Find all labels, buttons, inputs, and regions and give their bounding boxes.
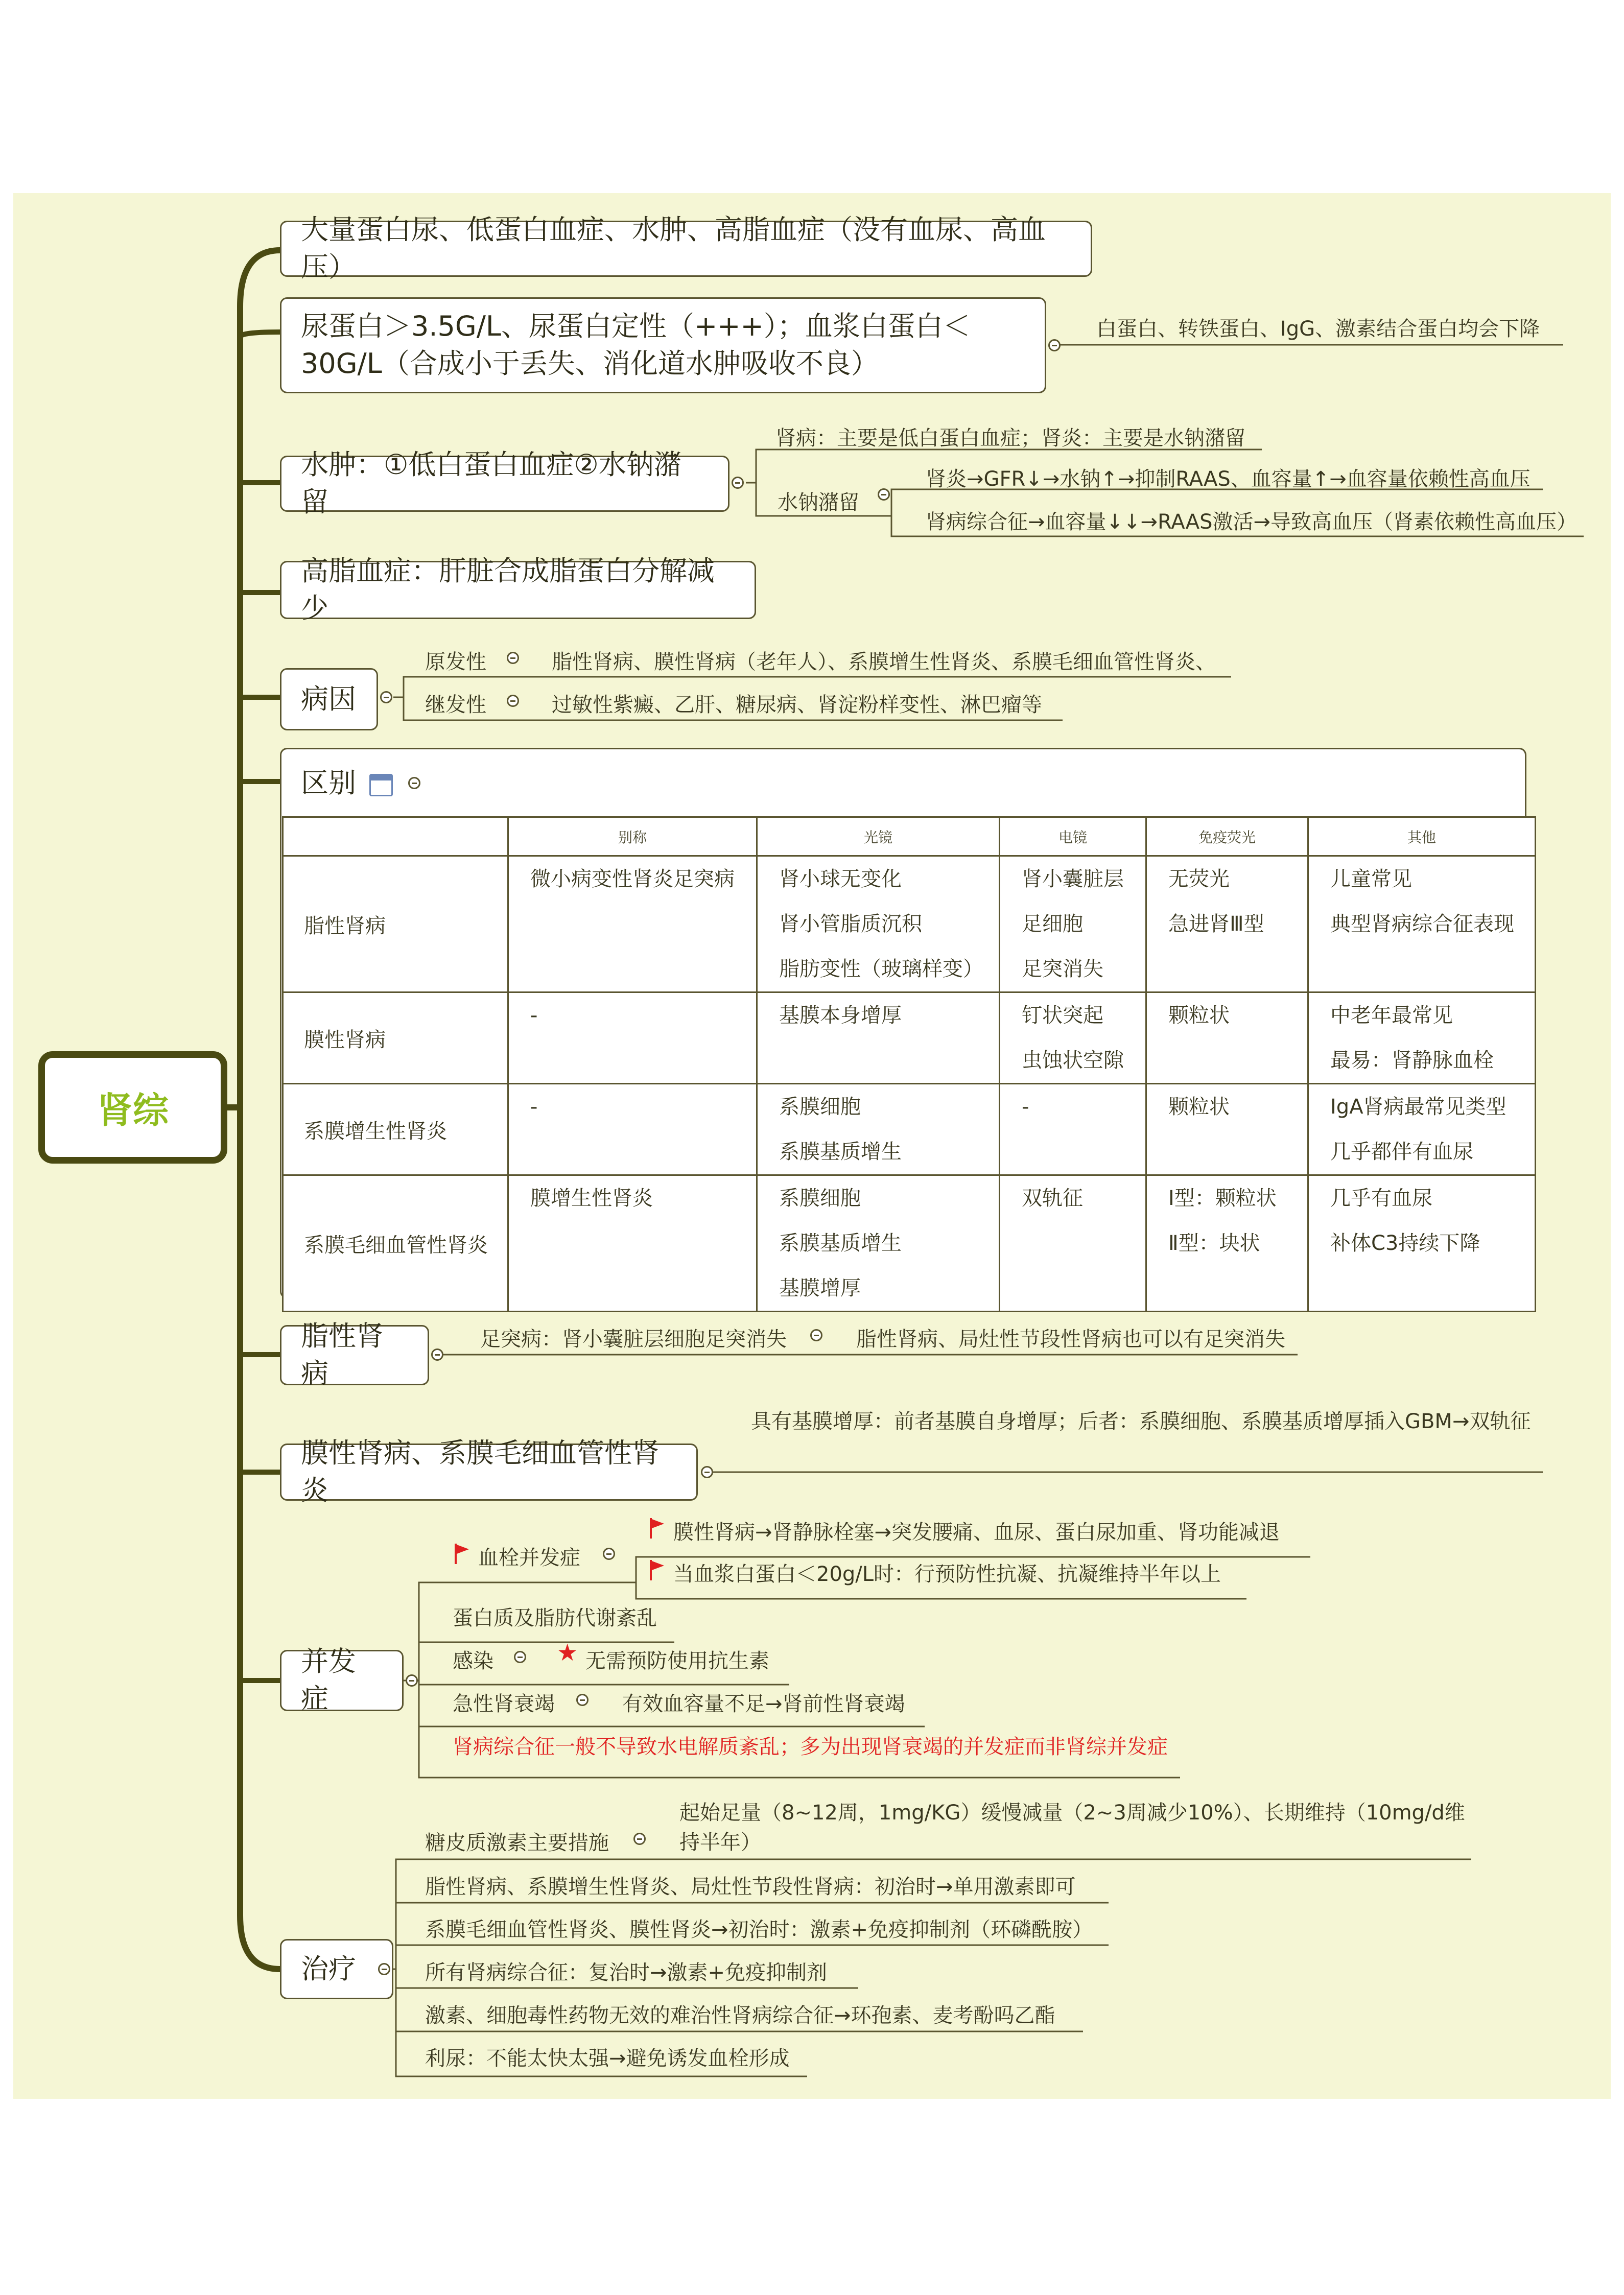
treatment-item[interactable]: 系膜毛细血管性肾炎、膜性肾炎→初治时：激素+免疫抑制剂（环磷酰胺）	[425, 1918, 1093, 1942]
treatment-item[interactable]: 所有肾病综合征：复治时→激素+免疫抑制剂	[425, 1961, 828, 1984]
foot-process-extra[interactable]: 脂性肾病、局灶性节段性肾病也可以有足突消失	[856, 1328, 1285, 1351]
table-cell: 中老年最常见 最易：肾静脉血栓	[1308, 992, 1536, 1084]
table-cell: 系膜细胞 系膜基质增生	[757, 1084, 1000, 1175]
collapse-toggle-icon[interactable]	[507, 652, 519, 664]
collapse-toggle-icon[interactable]	[810, 1329, 822, 1341]
summary-node[interactable]: 大量蛋白尿、低蛋白血症、水肿、高脂血症（没有血尿、高血压）	[280, 221, 1092, 277]
collapse-toggle-icon[interactable]	[380, 691, 392, 703]
infection-detail[interactable]: 无需预防使用抗生素	[585, 1649, 769, 1673]
proteinuria-note[interactable]: 白蛋白、转铁蛋白、IgG、激素结合蛋白均会下降	[1096, 317, 1540, 341]
table-cell: IgA肾病最常见类型 几乎都伴有血尿	[1308, 1084, 1536, 1175]
table-cell: -	[1000, 1084, 1146, 1175]
etiology-node[interactable]: 病因	[280, 668, 378, 730]
collapse-toggle-icon[interactable]	[507, 695, 519, 707]
collapse-toggle-icon[interactable]	[1048, 339, 1061, 351]
red-star-icon: ★	[557, 1639, 578, 1666]
renal-failure-detail[interactable]: 有效血容量不足→肾前性肾衰竭	[622, 1692, 905, 1716]
edema-note[interactable]: 肾病：主要是低白蛋白血症；肾炎：主要是水钠潴留	[775, 427, 1245, 450]
hyperlipidemia-node[interactable]: 高脂血症：肝脏合成脂蛋白分解减少	[280, 561, 756, 619]
treatment-node[interactable]: 治疗	[280, 1939, 393, 1999]
red-flag-icon	[649, 1517, 665, 1540]
glucocorticoid-label[interactable]: 糖皮质激素主要措施	[425, 1831, 609, 1855]
membranous-node[interactable]: 膜性肾病、系膜毛细血管性肾炎	[280, 1444, 698, 1501]
table-cell: 系膜细胞 系膜基质增生 基膜增厚	[757, 1175, 1000, 1312]
thrombosis-label[interactable]: 血栓并发症	[478, 1546, 580, 1570]
table-corner	[283, 817, 508, 856]
treatment-item[interactable]: 脂性肾病、系膜增生性肾炎、局灶性节段性肾病：初治时→单用激素即可	[425, 1875, 1076, 1899]
comparison-title: 区别	[301, 767, 356, 799]
proteinuria-node[interactable]: 尿蛋白＞3.5G/L、尿蛋白定性（+++）；血浆白蛋白＜30G/L（合成小于丢失、消化道水肿吸收不良）	[280, 297, 1046, 393]
collapse-toggle-icon[interactable]	[514, 1651, 526, 1663]
table-header: 别称	[508, 817, 757, 856]
treatment-item[interactable]: 激素、细胞毒性药物无效的难治性肾病综合征→环孢素、麦考酚吗乙酯	[425, 2004, 1055, 2027]
table-cell: 肾小球无变化 肾小管脂质沉积 脂肪变性（玻璃样变）	[757, 856, 1000, 992]
complications-node[interactable]: 并发症	[280, 1650, 404, 1711]
collapse-toggle-icon[interactable]	[576, 1694, 589, 1706]
table-cell: -	[508, 992, 757, 1084]
table-header: 电镜	[1000, 817, 1146, 856]
table-cell: 膜增生性肾炎	[508, 1175, 757, 1312]
primary-label[interactable]: 原发性	[425, 650, 486, 674]
table-cell: 基膜本身增厚	[757, 992, 1000, 1084]
table-cell: 几乎有血尿 补体C3持续下降	[1308, 1175, 1536, 1312]
edema-node[interactable]: 水肿：①低白蛋白血症②水钠潴留	[280, 456, 729, 512]
red-flag-icon	[454, 1543, 470, 1565]
table-cell: 颗粒状	[1146, 1084, 1308, 1175]
secondary-label[interactable]: 继发性	[425, 693, 486, 717]
table-row-header: 系膜毛细血管性肾炎	[283, 1175, 508, 1312]
thrombosis-detail[interactable]: 膜性肾病→肾静脉栓塞→突发腰痛、血尿、蛋白尿加重、肾功能减退	[673, 1521, 1280, 1544]
collapse-toggle-icon[interactable]	[603, 1548, 615, 1560]
metabolic-disorder[interactable]: 蛋白质及脂肪代谢紊乱	[453, 1606, 657, 1630]
comparison-table	[282, 816, 1536, 1312]
nephritis-mechanism[interactable]: 肾炎→GFR↓→水钠↑→抑制RAAS、血容量↑→血容量依赖性高血压	[926, 467, 1531, 491]
nephrosis-mechanism[interactable]: 肾病综合征→血容量↓↓→RAAS激活→导致高血压（肾素依赖性高血压）	[926, 510, 1577, 534]
glucocorticoid-detail[interactable]: 起始足量（8~12周，1mg/KG）缓慢减量（2~3周减少10%）、长期维持（10mg/d维持半年）	[679, 1801, 1465, 1854]
red-flag-icon	[649, 1559, 665, 1581]
table-cell: 双轨征	[1000, 1175, 1146, 1312]
table-cell: 钉状突起 虫蚀状空隙	[1000, 992, 1146, 1084]
table-icon[interactable]	[369, 774, 393, 796]
table-header: 光镜	[757, 817, 1000, 856]
lipoid-nephrosis-node[interactable]: 脂性肾病	[280, 1325, 429, 1385]
foot-process-note[interactable]: 足突病：肾小囊脏层细胞足突消失	[480, 1328, 787, 1351]
table-header: 其他	[1308, 817, 1536, 856]
table-cell: -	[508, 1084, 757, 1175]
collapse-toggle-icon[interactable]	[378, 1963, 390, 1975]
collapse-toggle-icon[interactable]	[408, 777, 420, 789]
collapse-toggle-icon[interactable]	[431, 1348, 443, 1361]
anticoagulation-detail[interactable]: 当血浆白蛋白＜20g/L时：行预防性抗凝、抗凝维持半年以上	[673, 1563, 1221, 1586]
primary-causes[interactable]: 脂性肾病、膜性肾病（老年人）、系膜增生性肾炎、系膜毛细血管性肾炎、	[552, 650, 1216, 674]
collapse-toggle-icon[interactable]	[701, 1466, 713, 1478]
table-header: 免疫荧光	[1146, 817, 1308, 856]
table-cell: 肾小囊脏层 足细胞 足突消失	[1000, 856, 1146, 992]
collapse-toggle-icon[interactable]	[878, 488, 890, 501]
table-row-header: 脂性肾病	[283, 856, 508, 992]
table-row-header: 膜性肾病	[283, 992, 508, 1084]
table-row-header: 系膜增生性肾炎	[283, 1084, 508, 1175]
collapse-toggle-icon[interactable]	[732, 477, 744, 489]
table-cell: 颗粒状	[1146, 992, 1308, 1084]
root-node[interactable]: 肾综	[38, 1051, 227, 1164]
table-cell: 无荧光 急进肾Ⅲ型	[1146, 856, 1308, 992]
table-cell: Ⅰ型：颗粒状 Ⅱ型：块状	[1146, 1175, 1308, 1312]
collapse-toggle-icon[interactable]	[633, 1833, 646, 1845]
table-cell: 儿童常见 典型肾病综合征表现	[1308, 856, 1536, 992]
infection-label[interactable]: 感染	[453, 1649, 493, 1673]
collapse-toggle-icon[interactable]	[406, 1674, 418, 1687]
basement-membrane-note[interactable]: 具有基膜增厚：前者基膜自身增厚；后者：系膜细胞、系膜基质增厚插入GBM→双轨征	[751, 1410, 1531, 1433]
treatment-item[interactable]: 利尿：不能太快太强→避免诱发血栓形成	[425, 2047, 790, 2070]
secondary-causes[interactable]: 过敏性紫癜、乙肝、糖尿病、肾淀粉样变性、淋巴瘤等	[552, 693, 1042, 717]
electrolyte-note[interactable]: 肾病综合征一般不导致水电解质紊乱；多为出现肾衰竭的并发症而非肾综并发症	[453, 1735, 1168, 1759]
sodium-retention-label[interactable]: 水钠潴留	[778, 491, 859, 514]
table-cell: 微小病变性肾炎足突病	[508, 856, 757, 992]
renal-failure-label[interactable]: 急性肾衰竭	[453, 1692, 555, 1716]
